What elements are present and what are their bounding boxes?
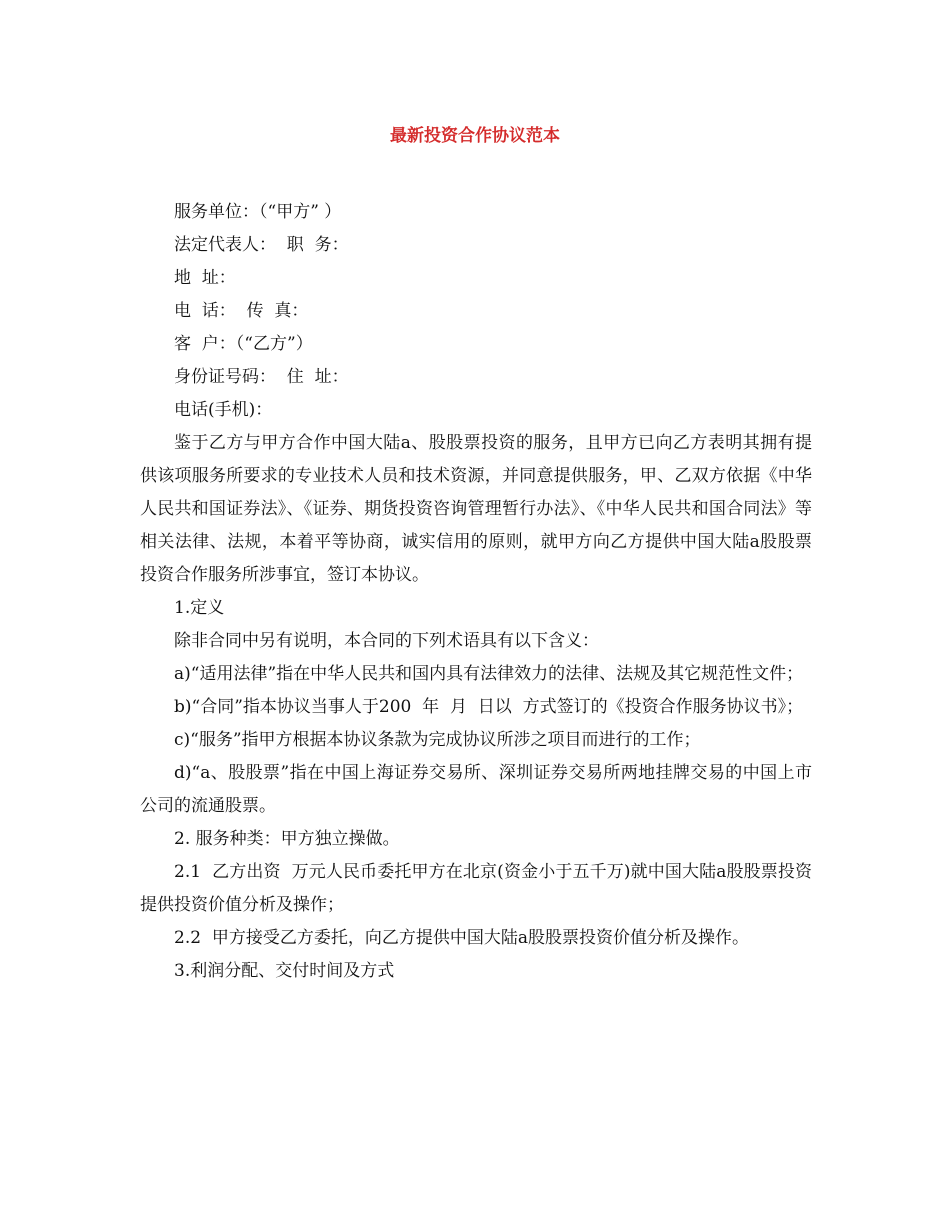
clause-2-1: 2.1 乙方出资 万元人民币委托甲方在北京(资金小于五千万)就中国大陆a股股票投资提供投资价值分析及操作； [140,862,812,915]
document-body [140,196,812,988]
definition-d: d)“a、股股票”指在中国上海证券交易所、深圳证券交易所两地挂牌交易的中国上市公司的流通股票。 [140,763,812,816]
definition-c: c)“服务”指甲方根据本协议条款为完成协议所涉之项目而进行的工作； [174,730,701,750]
preamble-paragraph: 鉴于乙方与甲方合作中国大陆a、股股票投资的服务，且甲方已向乙方表明其拥有提供该项服务所要求的专业技术人员和技术资源，并同意提供服务，甲、乙双方依据《中华人民共和国证券法》、《证券、期货投资咨询管理暂行办法》、《中华人民共和国合同法》等相关法律、法规，本着平等协商，诚实信用的原则，就甲方向乙方提供中国大陆a股股票投资合作服务所涉事宜，签订本协议。 [140,433,812,585]
field-legal-representative: 法定代表人： 职 务： [174,235,349,255]
section-heading-definitions: 1.定义 [174,598,225,618]
field-client: 客 户：（“乙方”） [174,334,313,354]
definition-a: a)“适用法律”指在中华人民共和国内具有法律效力的法律、法规及其它规范性文件； [174,664,804,684]
definition-b: b)“合同”指本协议当事人于200 年 月 日以 方式签订的《投资合作服务协议书》； [174,697,804,717]
clause-2-2: 2.2 甲方接受乙方委托，向乙方提供中国大陆a股股票投资价值分析及操作。 [174,928,749,948]
field-address: 地 址： [174,268,236,288]
document-title: 最新投资合作协议范本 [390,126,560,146]
field-mobile: 电话(手机)： [174,400,273,420]
section-heading-profit-distribution: 3.利润分配、交付时间及方式 [174,961,395,981]
field-phone-fax: 电 话： 传 真： [174,301,309,321]
field-id-number: 身份证号码： 住 址： [174,367,349,387]
definitions-intro: 除非合同中另有说明，本合同的下列术语具有以下含义： [174,631,599,651]
field-service-unit: 服务单位：（“甲方” ） [174,202,342,222]
section-heading-service-type: 2. 服务种类：甲方独立操做。 [174,829,400,849]
